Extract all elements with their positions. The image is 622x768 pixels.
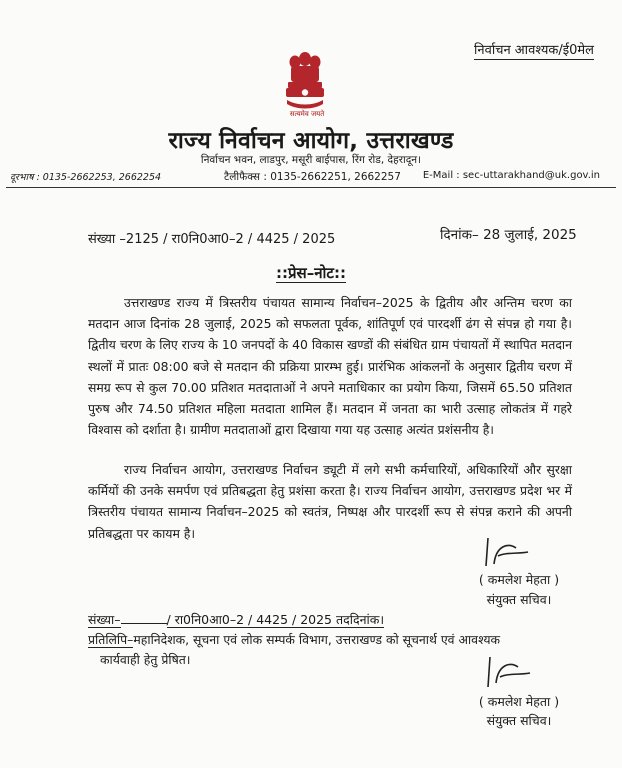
body-paragraph-1: उत्तराखण्ड राज्य में त्रिस्तरीय पंचायत सामान्य निर्वाचन–2025 के द्वितीय और अन्तिम चरण का मतदान आज दिनांक 28 जुलाई, 2025 को सफलता पूर्वक, शांतिपूर्ण एवं पारदर्शी ढंग से संपन्न हो गया है। द्वितीय चरण के लिए राज्य के 10 जनपदों के 40 विकास खण्डों की संबंधित ग्राम पंचायतों में स्थापित मतदान स्थलों में प्रातः 08:00 बजे से मतदान की प्रक्रिया प्रारम्भ हुई। प्रारंभिक आंकलनों के अनुसार द्वितीय चरण में समग्र रूप से कुल 70.00 प्रतिशत मतदाताओं ने अपने मताधिकार का प्रयोग किया, जिसमें 65.50 प्रतिशत पुरुष और 74.50 प्रतिशत महिला मतदाता शामिल हैं। मतदान में जनता का भारी उत्साह लोकतंत्र में गहरे विश्वास को दर्शाता है। ग्रामीण मतदाताओं द्वारा दिखाया गया यह उत्साह अत्यंत प्रशंसनीय है। xyxy=(88,295,572,438)
signature-mark xyxy=(480,653,540,691)
copy-reference-number xyxy=(88,611,384,628)
copy-number-blank xyxy=(121,623,167,624)
copy-number-prefix: संख्या– xyxy=(88,612,121,627)
copy-label: प्रतिलिपि– xyxy=(88,632,134,647)
signatory-name: ( कमलेश मेहता ) xyxy=(478,572,560,587)
copy-text-line-1: महानिदेशक, सूचना एवं लोक सम्पर्क विभाग, उत्तराखण्ड को सूचनार्थ एवं आवश्यक xyxy=(133,632,501,647)
header-divider xyxy=(6,187,616,188)
document-title xyxy=(0,263,622,283)
reference-number: संख्या –2125 / रा0नि0आ0–2 / 4425 / 2025 xyxy=(88,232,336,247)
emblem-motto: सत्यमेव जयते xyxy=(289,110,325,118)
copy-text-line-2: कार्यवाही हेतु प्रेषित। xyxy=(100,652,191,667)
phone-numbers: दूरभाष : 0135-2662253, 2662254 xyxy=(10,172,162,183)
state-emblem-icon xyxy=(283,50,327,112)
signatory-designation: संयुक्त सचिव। xyxy=(486,592,552,607)
organization-address: निर्वाचन भवन, लाडपुर, मसूरी बाईपास, रिंग रोड, देहरादून। xyxy=(200,154,422,166)
copy-number-suffix: / रा0नि0आ0–2 / 4425 / 2025 तददिनांक। xyxy=(166,612,385,627)
fax-numbers: टैलीफैक्स : 0135-2662251, 2662257 xyxy=(224,171,401,183)
document-title-text: ::प्रेस–नोट:: xyxy=(276,264,346,282)
body-paragraph-2: राज्य निर्वाचन आयोग, उत्तराखण्ड निर्वाचन ड्यूटी में लगे सभी कर्मचारियों, अधिकारियों और सुरक्षा कर्मियों की उनके समर्पण एवं प्रतिबद्धता हेतु प्रशंसा करता है। राज्य निर्वाचन आयोग, उत्तराखण्ड प्रदेश भर में त्रिस्तरीय पंचायत सामान्य निर्वाचन–2025 को स्वतंत्र, निष्पक्ष और पारदर्शी रूप से संपन्न कराने की अपनी प्रतिबद्धता पर कायम है। xyxy=(88,462,572,541)
signatory-name: ( कमलेश मेहता ) xyxy=(478,694,560,709)
organization-name: राज्य निर्वाचन आयोग, उत्तराखण्ड xyxy=(168,128,454,154)
reference-date: दिनांक– 28 जुलाई, 2025 xyxy=(440,227,577,243)
signature-mark xyxy=(478,534,538,570)
email-address: E-Mail : sec-uttarakhand@uk.gov.in xyxy=(422,170,600,181)
document-tag: निर्वाचन आवश्यक/ई0मेल xyxy=(474,40,594,60)
signatory-designation: संयुक्त सचिव। xyxy=(486,713,552,728)
